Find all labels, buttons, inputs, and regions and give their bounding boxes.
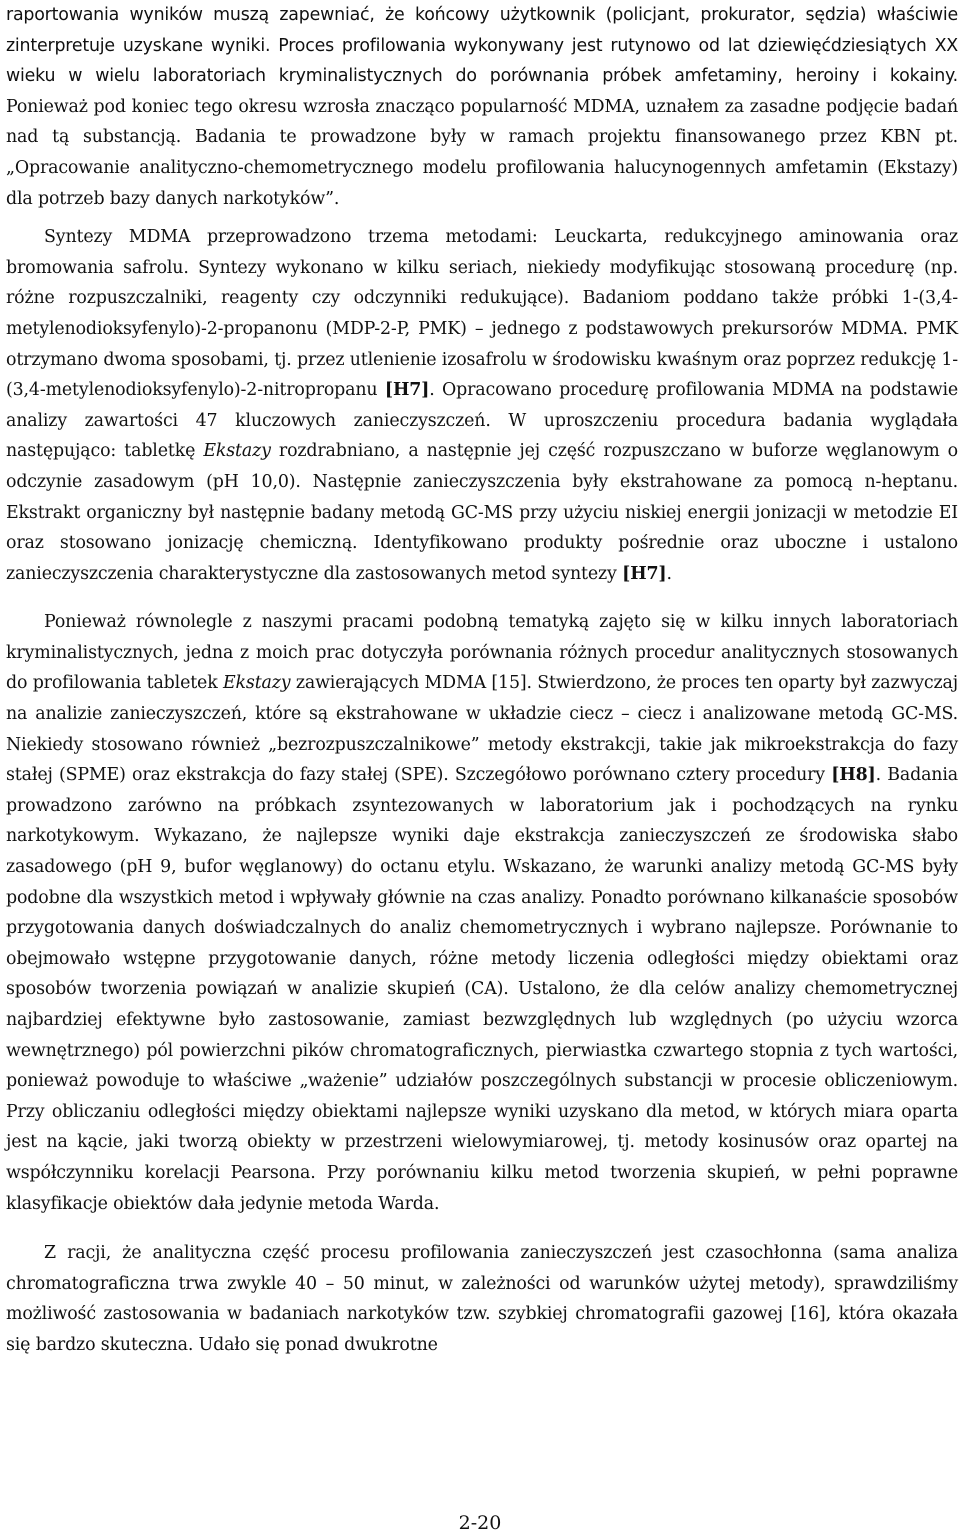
paragraph-procedure-comparison: [6, 607, 958, 1219]
paragraph-fast-gc-text: Z racji, że analityczna część procesu profilowania zanieczyszczeń jest czasochłonna (sama analiza chromatograficzna trwa zwykle 40 – 50 minut, w zależności od warunków użytej metody), sprawdziliśmy możliwość zastosowania w badaniach narkotyków tzw. szybkiej chromatografii gazowej [16], która okazała się bardzo skuteczna. Udało się ponad dwukrotne: [6, 1243, 958, 1355]
paragraph-mdma-synthesis-part-3: rozdrabniano, a następnie jej część rozpuszczano w buforze węglanowym o odczynie zasadowym (pH 10,0). Następnie zanieczyszczenia były ekstrahowane za pomocą n-heptanu. Ekstrakt organiczny był następnie badany metodą GC-MS przy użyciu niskiej energii jonizacji w metodzie EI oraz stosowano jonizację chemiczną. Identyfikowano produkty pośrednie oraz uboczne i ustalono zanieczyszczenia charakterystyczne dla zastosowanych metod syntezy: [6, 441, 958, 584]
paragraph-mdma-synthesis: [6, 222, 958, 589]
emphasis-ekstazy: Ekstazy: [203, 441, 271, 462]
paragraph-mdma-synthesis-part-2: . Opracowano procedurę profilowania MDMA na podstawie analizy zawartości 47 kluczowych zanieczyszczeń. W uproszczeniu procedura badania wyglądała następująco: tabletkę: [6, 380, 958, 462]
page-number: 2-20: [458, 1512, 502, 1534]
paragraph-intro-part-1: raportowania wyników muszą zapewniać, że końcowy użytkownik (policjant, prokurator, sędzia) właściwie zinterpretuje uzyskane wyniki. Proces profilowania wykonywany jest rutynowo od lat dziewięćdziesiątych XX wieku w wielu laboratoriach kryminalistycznych do porównania próbek amfetaminy, heroiny i kokainy.: [6, 5, 958, 87]
citation-h7-first: [H7]: [384, 380, 430, 401]
paragraph-intro: [6, 0, 958, 214]
paragraph-procedure-comparison-part-1: Ponieważ równolegle z naszymi pracami podobną tematyką zajęto się w kilku innych laboratoriach kryminalistycznych, jedna z moich prac dotyczyła porównania różnych procedur analitycznych stosowanych do profilowania tabletek: [6, 612, 958, 694]
paragraph-mdma-synthesis-part-1: Syntezy MDMA przeprowadzono trzema metodami: Leuckarta, redukcyjnego aminowania oraz bromowania safrolu. Syntezy wykonano w kilku seriach, niekiedy modyfikując stosowaną procedurę (np. różne rozpuszczalniki, reagenty czy odczynniki redukujące). Badaniom poddano także próbki 1-(3,4-metylenodioksyfenylo)-2-propanonu (MDP-2-P, PMK) – jednego z podstawowych prekursorów MDMA. PMK otrzymano dwoma sposobami, tj. przez utlenienie izosafrolu w środowisku kwaśnym oraz poprzez redukcję 1-(3,4-metylenodioksyfenylo)-2-nitropropanu: [6, 227, 958, 401]
citation-h8: [H8]: [831, 765, 876, 786]
paragraph-fast-gc: [6, 1238, 958, 1360]
document-page: [6, 0, 958, 1361]
paragraph-procedure-comparison-part-3: . Badania prowadzono zarówno na próbkach zsyntezowanych w laboratorium jak i pochodzących na rynku narkotykowym. Wykazano, że najlepsze wyniki daje ekstrakcja zanieczyszczeń ze środowiska słabo zasadowego (pH 9, bufor węglanowy) do octanu etylu. Wskazano, że warunki analizy metodą GC-MS były podobne dla wszystkich metod i wpływały głównie na czas analizy. Ponadto porównano kilkanaście sposobów przygotowania danych doświadczalnych do analiz chemometrycznych i wybrano najlepsze. Porównanie to obejmowało wstępne przygotowanie danych, różne metody liczenia odległości między obiektami oraz sposobów tworzenia powiązań w analizie skupień (CA). Ustalono, że dla celów analizy chemometrycznej najbardziej efektywne było zastosowanie, zamiast bezwzględnych lub względnych (po użyciu wzorca wewnętrznego) pól powierzchni pików chromatograficznych, pierwiastka czwartego stopnia z tych wartości, ponieważ powoduje to właściwe „ważenie” udziałów poszczególnych substancji w procesie obliczeniowym. Przy obliczaniu odległości między obiektami najlepsze wyniki uzyskano dla metod, w których miara oparta jest na kącie, jaki tworzą obiekty w przestrzeni wielowymiarowej, tj. metody kosinusów oraz opartej na współczynniku korelacji Pearsona. Przy porównaniu kilku metod tworzenia skupień, w pełni poprawne klasyfikacje obiektów dała jedynie metoda Warda.: [6, 765, 958, 1214]
paragraph-mdma-synthesis-part-4: .: [666, 563, 672, 584]
paragraph-procedure-comparison-part-2: zawierających MDMA [15]. Stwierdzono, że proces ten oparty był zazwyczaj na analizie zanieczyszczeń, które są ekstrahowane w układzie ciecz – ciecz i analizowane metodą GC-MS. Niekiedy stosowano również „bezrozpuszczalnikowe” metody ekstrakcji, takie jak mikroekstrakcja do fazy stałej (SPME) oraz ekstrakcja do fazy stałej (SPE). Szczegółowo porównano cztery procedury: [6, 673, 958, 786]
emphasis-ekstazy-2: Ekstazy: [222, 673, 291, 694]
paragraph-intro-part-2: Ponieważ pod koniec tego okresu wzrosła znacząco popularność MDMA, uznałem za zasadne podjęcie badań nad tą substancją. Badania te prowadzone były w ramach projektu finansowanego przez KBN pt. „Opracowanie analityczno-chemometrycznego modelu profilowania halucynogennych amfetamin (Ekstazy) dla potrzeb bazy danych narkotyków”.: [6, 96, 958, 209]
citation-h7-second: [H7]: [622, 563, 667, 584]
